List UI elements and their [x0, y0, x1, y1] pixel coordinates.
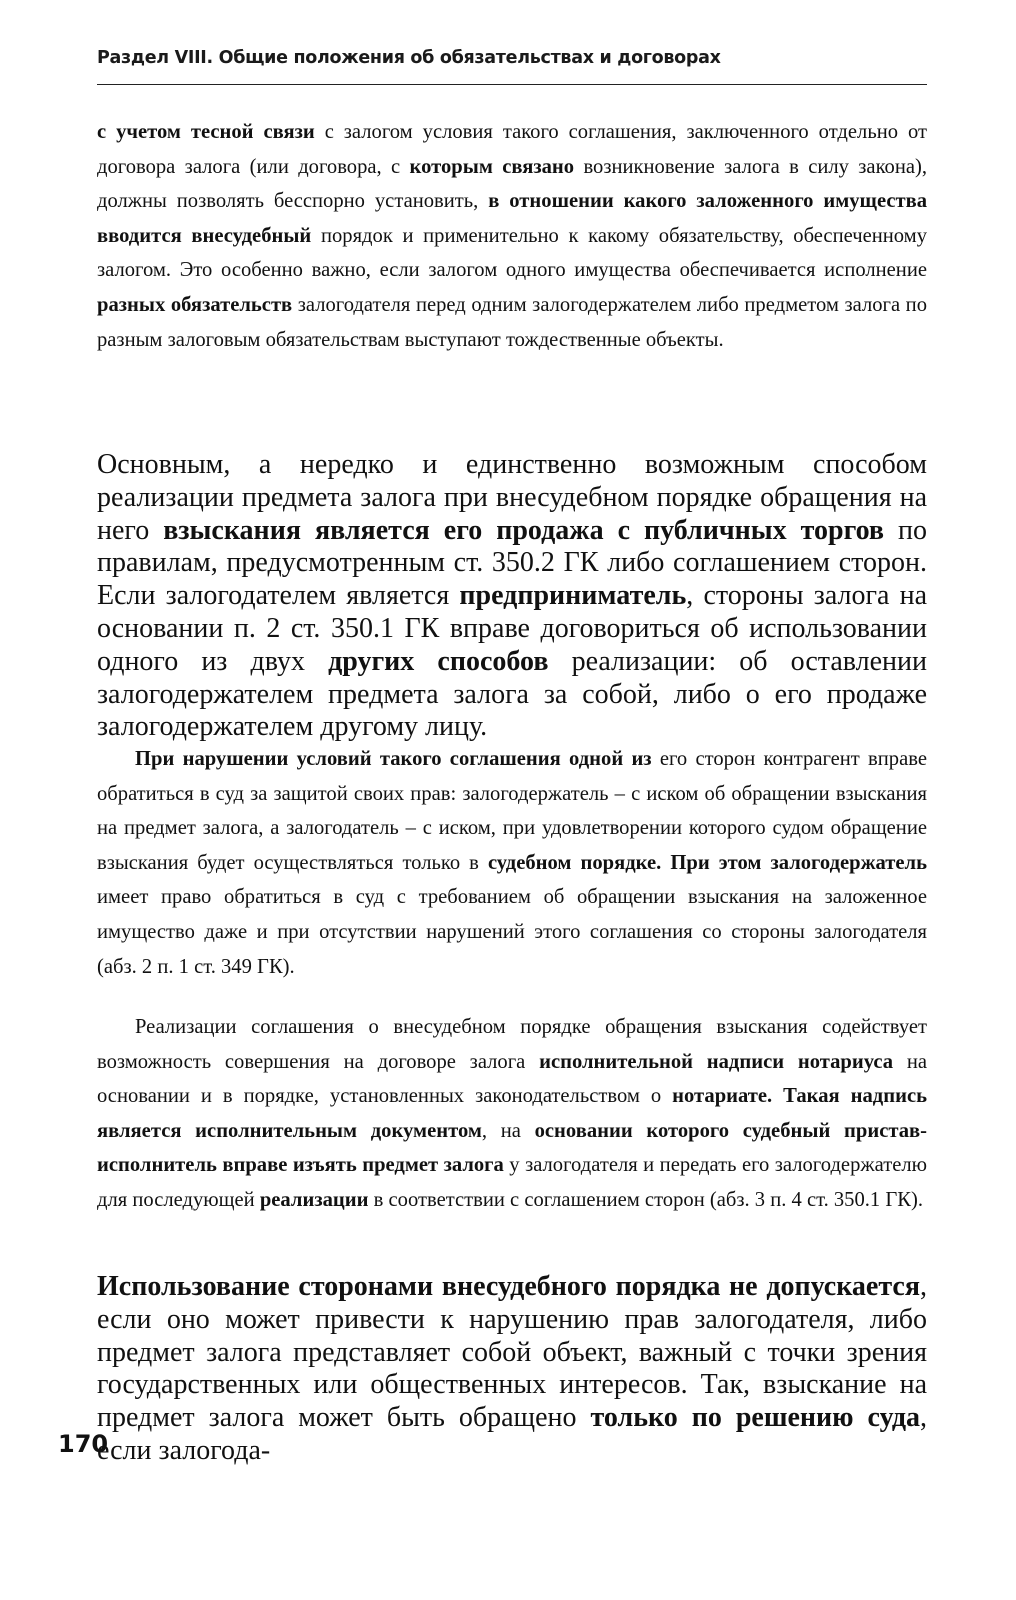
bold-run: которым связано [409, 155, 575, 178]
bold-run: Использование сторонами внесудебного порядка не допускается [97, 1271, 920, 1302]
paragraph [97, 742, 927, 984]
bold-run: реализации [259, 1188, 369, 1211]
page-number: 170 [58, 1430, 109, 1458]
paragraph [97, 1010, 927, 1218]
bold-run: в отношении какого заложенного имущества вводится внесудебный [97, 190, 928, 247]
text-run: его сторон контрагент вправе обратиться в суд за защитой своих прав: залогодержатель – с иском об обращении взыскания на предмет залога, а залогодатель – с иском, при удовлетворении которого судом обращение взыскания будет осуществляться только в [97, 748, 927, 874]
bold-run: При нарушении условий такого соглашения одной из [135, 748, 652, 770]
text-run: Реализации соглашения о внесудебном порядке обращения взыскания содействует возможность совершения на договоре залога [97, 1016, 927, 1073]
bold-run: основании которого судебный пристав-исполнитель вправе изъять предмет залога [97, 1119, 927, 1177]
paragraph [97, 449, 927, 744]
text-run: по правилам, предусмотренным ст. 350.2 ГК либо соглашением сторон. Если залогодателем является [97, 514, 928, 612]
text-run: в соответствии с соглашением сторон (абз. 3 п. 4 ст. 350.1 ГК). [368, 1188, 924, 1211]
bold-run: судебном порядке. При этом залогодержатель [487, 851, 927, 874]
text-run: возникновение залога в силу закона), должны позволять бесспорно установить, [97, 155, 927, 213]
text-run: Основным, а нередко и единственно возможным способом реализации предмета залога при внесудебном порядке обращения на него [97, 449, 927, 546]
paragraph [97, 115, 927, 357]
bold-run: разных обязательств [97, 293, 293, 316]
bold-run: продажа с публичных торгов [496, 514, 885, 546]
text-run: , если оно может привести к нарушению прав залогодателя, либо предмет залога представляет собой объект, важный с точки зрения государственных или общественных интересов. Так, взыскание на предмет залога может быть обращено [97, 1271, 927, 1434]
text-run: , на [481, 1119, 535, 1142]
text-run [482, 515, 496, 546]
bold-run: предприниматель [459, 580, 687, 612]
text-run: порядок и применительно к какому обязательству, обеспеченному залогом. Это особенно важно, если залогом одного имущества обеспечивается исполнение [97, 224, 927, 282]
paragraph [97, 1271, 927, 1468]
header-rule [97, 84, 927, 85]
bold-run: с учетом тесной связи [97, 121, 315, 143]
bold-run: исполнительной надписи нотариуса [539, 1050, 894, 1073]
text-run: с залогом условия такого соглашения, заключенного отдельно от договора залога (или договора, с [97, 121, 927, 178]
text-run: , если залогода- [97, 1402, 927, 1466]
text-run: имеет право обратиться в суд с требованием об обращении взыскания на заложенное имущество даже и при отсутствии нарушений этого соглашения со стороны залогодателя (абз. 2 п. 1 ст. 349 ГК). [97, 886, 927, 978]
text-run: у залогодателя и передать его залогодержателю для последующей [97, 1154, 928, 1211]
bold-run: взыскания является его [163, 514, 483, 546]
bold-run: только по решению суда [590, 1402, 920, 1434]
text-run: на основании и в порядке, установленных законодательством о [97, 1050, 928, 1108]
text-run: , стороны залога на основании п. 2 ст. 350.1 ГК вправе договориться об использовании одного из двух [97, 580, 927, 677]
bold-run: нотариате. Такая надпись является исполнительным документом [97, 1085, 927, 1142]
bold-run: других способов [328, 645, 549, 677]
text-run: реализации: об оставлении залогодержателем предмета залога за собой, либо о его продаже залогодержателем другому лицу. [97, 645, 927, 743]
text-run: залогодателя перед одним залогодержателем либо предметом залога по разным залоговым обязательствам выступают тождественные объекты. [97, 293, 927, 351]
running-head: Раздел VIII. Общие положения об обязательствах и договорах [97, 48, 721, 68]
